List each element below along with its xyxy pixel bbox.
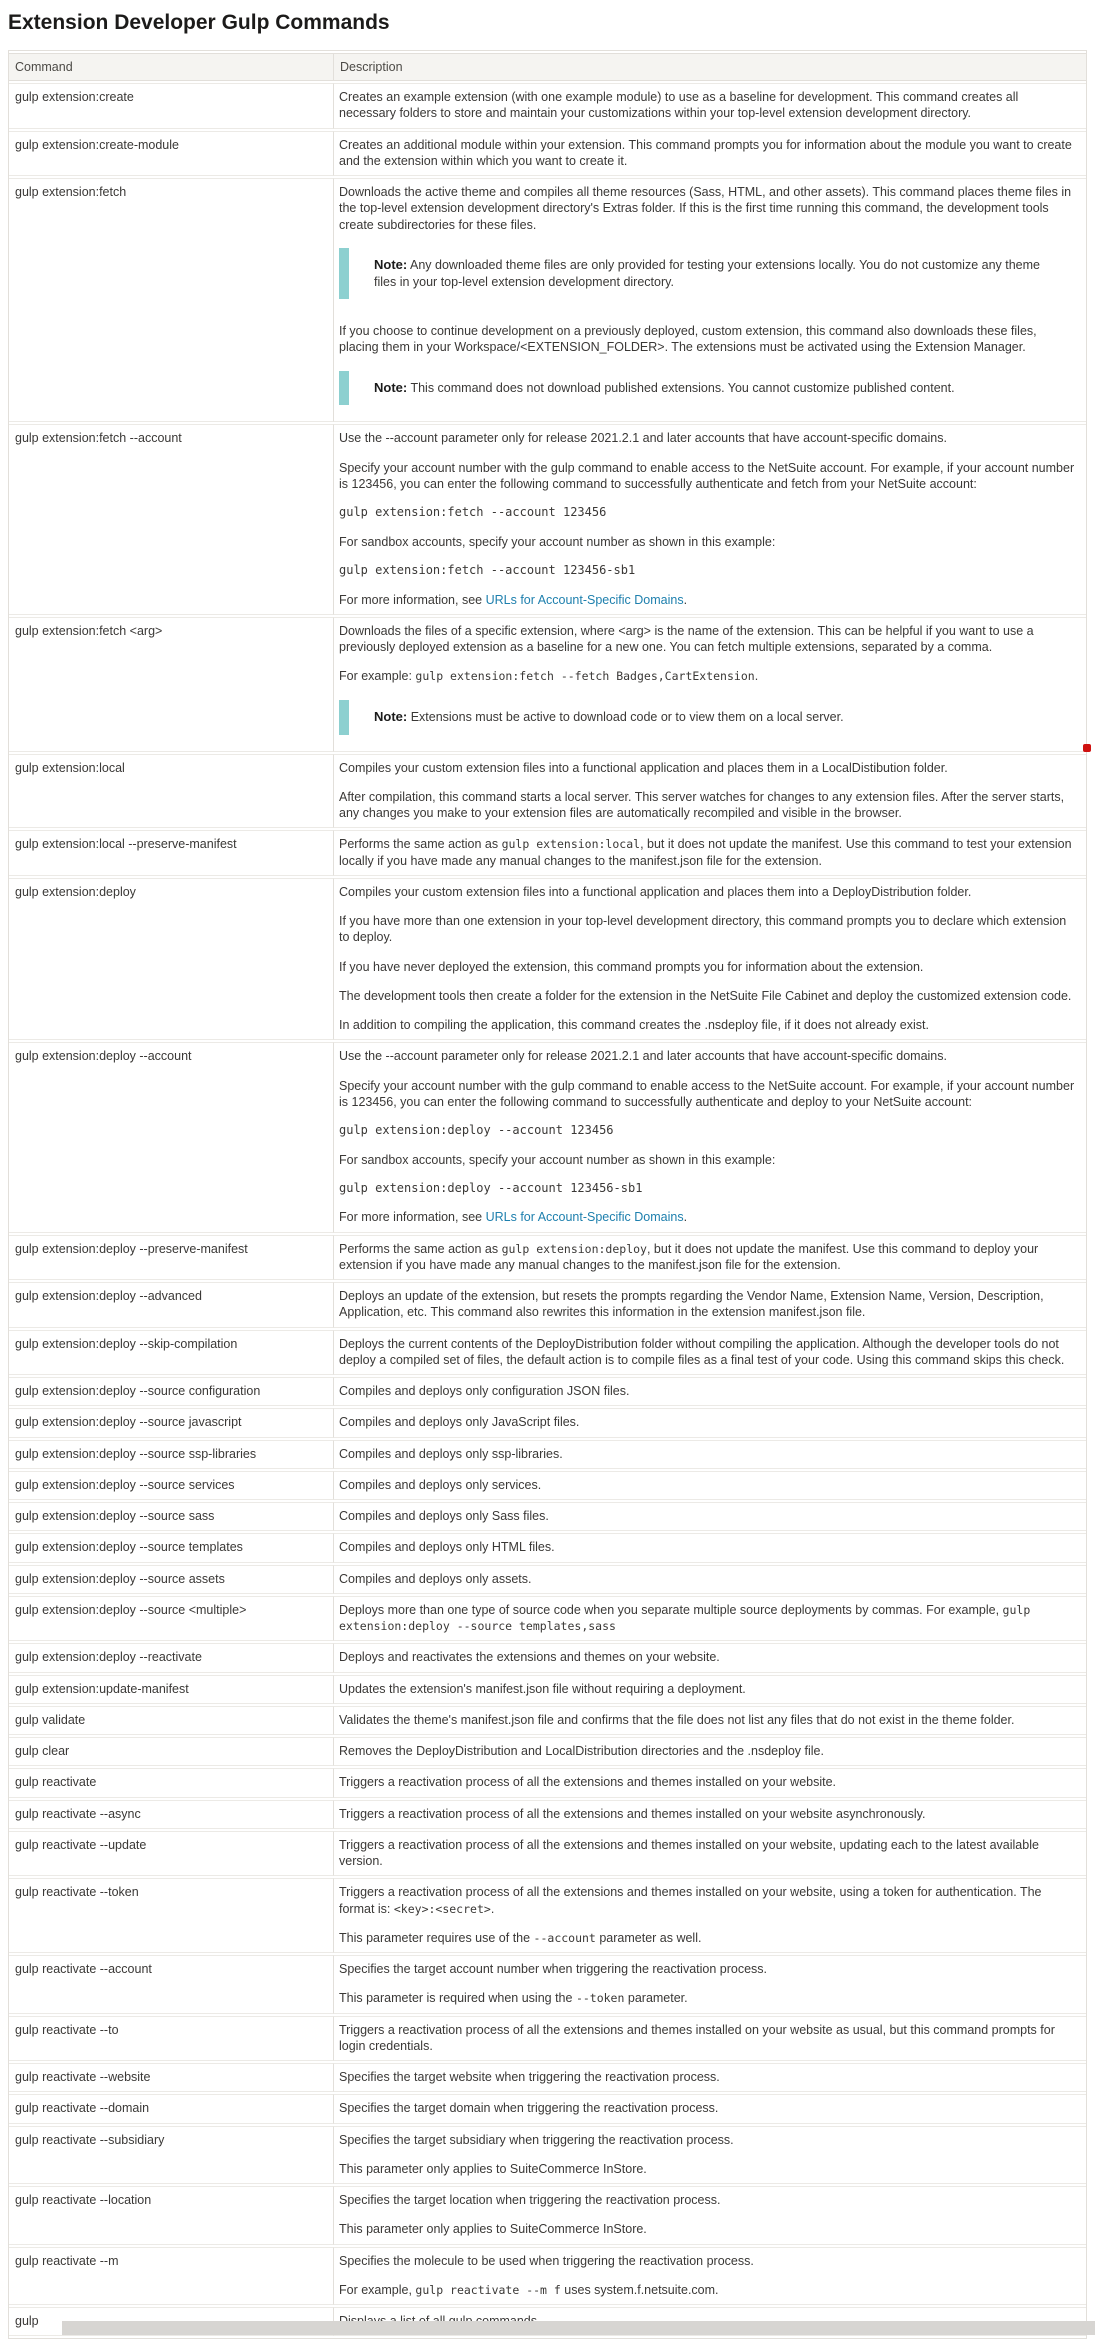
command-cell: gulp reactivate --website bbox=[9, 2063, 334, 2092]
command-cell: gulp reactivate --token bbox=[9, 1878, 334, 1953]
inline-code: <key>:<secret> bbox=[393, 1901, 491, 1916]
command-cell: gulp extension:deploy --preserve-manifest bbox=[9, 1235, 334, 1281]
table-row bbox=[9, 1675, 1086, 1704]
table-row bbox=[9, 1643, 1086, 1672]
note-content bbox=[349, 371, 969, 406]
description-cell bbox=[334, 754, 1086, 829]
table-row bbox=[9, 1471, 1086, 1500]
description-paragraph bbox=[339, 1288, 1078, 1321]
text-run: parameter as well. bbox=[595, 1930, 702, 1945]
command-cell: gulp extension:deploy --source templates bbox=[9, 1533, 334, 1562]
text-run: If you have more than one extension in your top-level development directory, this command prompts you to declare which extension to deploy. bbox=[339, 914, 1067, 945]
command-cell: gulp extension:deploy --skip-compilation bbox=[9, 1330, 334, 1376]
code-line: gulp extension:fetch --account 123456 bbox=[339, 505, 607, 520]
command-cell: gulp extension:fetch bbox=[9, 178, 334, 422]
text-run: For more information, see bbox=[339, 592, 486, 607]
description-cell bbox=[334, 1878, 1086, 1953]
description-paragraph bbox=[339, 2022, 1078, 2055]
text-run: This parameter only applies to SuiteCommerce InStore. bbox=[339, 2161, 647, 2176]
description-paragraph bbox=[339, 760, 1078, 776]
page-title: Extension Developer Gulp Commands bbox=[8, 11, 390, 34]
inline-code: gulp extension:deploy --source templates,sass bbox=[339, 1602, 1031, 1634]
text-run: Specifies the target account number when triggering the reactivation process. bbox=[339, 1962, 768, 1977]
description-cell bbox=[334, 1565, 1086, 1594]
description-paragraph bbox=[339, 1884, 1078, 1917]
text-run: . bbox=[683, 1210, 688, 1225]
table-row bbox=[9, 1878, 1086, 1953]
description-paragraph bbox=[339, 959, 1078, 975]
description-paragraph bbox=[339, 2132, 1078, 2148]
partial-bottom-bar bbox=[62, 2321, 1095, 2335]
description-paragraph bbox=[339, 913, 1078, 946]
text-run: After compilation, this command starts a local server. This server watches for changes to any extension files. After the server starts, any changes you make to your extension files are automatically recompiled and visible in the browser. bbox=[339, 789, 1065, 821]
text-run: Compiles and deploys only assets. bbox=[339, 1571, 532, 1586]
description-paragraph bbox=[339, 1241, 1078, 1274]
text-run: Deploys the current contents of the DeployDistribution folder without compiling the application. Although the developer tools do not deploy a compiled set of files, the default action is to compile files as a final test of your code. Using this command skips this check. bbox=[339, 1336, 1065, 1367]
code-line: gulp extension:deploy --account 123456-sb1 bbox=[339, 1180, 643, 1195]
description-cell bbox=[334, 617, 1086, 752]
command-cell: gulp extension:local --preserve-manifest bbox=[9, 830, 334, 876]
table-header-row bbox=[9, 53, 1086, 81]
description-cell bbox=[334, 1377, 1086, 1406]
description-cell bbox=[334, 2063, 1086, 2092]
text-run: Creates an example extension (with one example module) to use as a baseline for development. This command creates all necessary folders to store and maintain your customizations within your top-level extension development directory. bbox=[339, 90, 1019, 121]
table-row bbox=[9, 1596, 1086, 1642]
table-row bbox=[9, 1955, 1086, 2014]
text-run: For example, bbox=[339, 2282, 416, 2297]
description-paragraph bbox=[339, 1774, 1078, 1790]
description-cell bbox=[334, 1800, 1086, 1829]
text-run: Specifies the target domain when triggering the reactivation process. bbox=[339, 2101, 719, 2116]
description-paragraph bbox=[339, 1383, 1078, 1399]
description-cell bbox=[334, 1502, 1086, 1531]
text-run: For example: bbox=[339, 669, 416, 684]
description-cell bbox=[334, 131, 1086, 177]
table-row bbox=[9, 754, 1086, 829]
description-cell bbox=[334, 1768, 1086, 1797]
text-run: For more information, see bbox=[339, 1210, 486, 1225]
description-paragraph bbox=[339, 460, 1078, 493]
gulp-commands-table bbox=[8, 50, 1087, 2339]
column-header-command: Command bbox=[9, 53, 334, 81]
table-row bbox=[9, 617, 1086, 752]
text-run: Compiles and deploys only services. bbox=[339, 1477, 542, 1492]
description-paragraph bbox=[339, 1649, 1078, 1665]
description-paragraph bbox=[339, 1961, 1078, 1977]
description-cell bbox=[334, 178, 1086, 422]
description-cell bbox=[334, 1440, 1086, 1469]
description-paragraph bbox=[339, 1508, 1078, 1524]
text-run: This command does not download published extensions. You cannot customize published content. bbox=[407, 380, 955, 395]
description-paragraph bbox=[339, 1712, 1078, 1728]
text-run: This parameter is required when using the bbox=[339, 1991, 576, 2006]
command-cell: gulp reactivate --location bbox=[9, 2186, 334, 2245]
text-run: Compiles and deploys only configuration JSON files. bbox=[339, 1384, 630, 1399]
command-cell: gulp extension:deploy --source javascript bbox=[9, 1408, 334, 1437]
description-paragraph bbox=[339, 1602, 1078, 1635]
table-row bbox=[9, 1440, 1086, 1469]
table-row bbox=[9, 1737, 1086, 1766]
text-run: Removes the DeployDistribution and LocalDistribution directories and the .nsdeploy file. bbox=[339, 1744, 824, 1759]
description-paragraph bbox=[339, 884, 1078, 900]
text-run: Deploys more than one type of source code when you separate multiple source deployments by commas. For example, bbox=[339, 1602, 1003, 1617]
description-paragraph bbox=[339, 2253, 1078, 2269]
note-content bbox=[349, 248, 1078, 299]
text-run: If you have never deployed the extension, this command prompts you for information about the extension. bbox=[339, 959, 924, 974]
table-row bbox=[9, 2063, 1086, 2092]
command-cell: gulp bbox=[9, 2307, 334, 2336]
description-paragraph bbox=[339, 836, 1078, 869]
code-line: gulp extension:deploy --account 123456 bbox=[339, 1123, 614, 1138]
text-run: Specifies the target location when triggering the reactivation process. bbox=[339, 2193, 721, 2208]
command-cell: gulp reactivate --update bbox=[9, 1831, 334, 1877]
text-run: This parameter only applies to SuiteCommerce InStore. bbox=[339, 2222, 647, 2237]
text-run: Compiles and deploys only JavaScript files. bbox=[339, 1415, 580, 1430]
description-paragraph bbox=[339, 1743, 1078, 1759]
text-run: Deploys and reactivates the extensions and themes on your website. bbox=[339, 1650, 720, 1665]
table-row bbox=[9, 1377, 1086, 1406]
note-label: Note: bbox=[374, 379, 408, 395]
description-paragraph bbox=[339, 1078, 1078, 1111]
description-cell bbox=[334, 1235, 1086, 1281]
description-paragraph bbox=[339, 2221, 1078, 2237]
doc-link[interactable]: URLs for Account-Specific Domains bbox=[485, 1210, 684, 1225]
note-bar-icon bbox=[339, 248, 349, 299]
text-run: In addition to compiling the application, this command creates the .nsdeploy file, if it does not already exist. bbox=[339, 1018, 929, 1033]
note-callout bbox=[339, 248, 1078, 299]
description-paragraph bbox=[339, 1681, 1078, 1697]
description-paragraph bbox=[339, 534, 1078, 550]
text-run: Any downloaded theme files are only provided for testing your extensions locally. You do not customize any theme files in your top-level extension development directory. bbox=[374, 257, 1041, 289]
description-paragraph bbox=[339, 1446, 1078, 1462]
description-paragraph bbox=[339, 623, 1078, 656]
description-paragraph bbox=[339, 1990, 1078, 2006]
description-cell bbox=[334, 1955, 1086, 2014]
description-paragraph bbox=[339, 323, 1078, 356]
command-cell: gulp extension:deploy --account bbox=[9, 1042, 334, 1232]
command-cell: gulp extension:deploy --source <multiple> bbox=[9, 1596, 334, 1642]
text-run: . bbox=[754, 669, 759, 684]
text-run: Specify your account number with the gulp command to enable access to the NetSuite account. For example, if your account number is 123456, you can enter the following command to successfully authenticate and deploy to your NetSuite account: bbox=[339, 1078, 1075, 1109]
description-paragraph bbox=[339, 988, 1078, 1004]
table-row bbox=[9, 131, 1086, 177]
command-cell: gulp reactivate --domain bbox=[9, 2094, 334, 2123]
description-cell bbox=[334, 2247, 1086, 2306]
inline-code: --token bbox=[575, 1991, 625, 2006]
inline-code: gulp extension:deploy bbox=[501, 1241, 647, 1256]
description-paragraph bbox=[339, 184, 1078, 233]
text-run: Compiles your custom extension files into a functional application and places them into a DeployDistribution folder. bbox=[339, 884, 972, 899]
text-run: Performs the same action as bbox=[339, 1241, 502, 1256]
description-cell bbox=[334, 1408, 1086, 1437]
description-paragraph bbox=[339, 1837, 1078, 1870]
command-cell: gulp reactivate --to bbox=[9, 2016, 334, 2062]
description-paragraph bbox=[339, 668, 1078, 684]
command-cell: gulp extension:fetch --account bbox=[9, 424, 334, 614]
command-cell: gulp extension:create-module bbox=[9, 131, 334, 177]
text-run: Validates the theme's manifest.json file and confirms that the file does not list any files that do not exist in the theme folder. bbox=[339, 1712, 1015, 1727]
command-cell: gulp extension:update-manifest bbox=[9, 1675, 334, 1704]
note-callout bbox=[339, 371, 1078, 406]
description-cell bbox=[334, 1282, 1086, 1328]
text-run: Specifies the target website when triggering the reactivation process. bbox=[339, 2070, 720, 2085]
text-run: Extensions must be active to download code or to view them on a local server. bbox=[407, 709, 844, 724]
description-cell bbox=[334, 1737, 1086, 1766]
command-cell: gulp reactivate bbox=[9, 1768, 334, 1797]
description-cell bbox=[334, 1831, 1086, 1877]
description-cell bbox=[334, 830, 1086, 876]
description-cell bbox=[334, 1471, 1086, 1500]
doc-link[interactable]: URLs for Account-Specific Domains bbox=[485, 592, 684, 607]
text-run: uses system.f.netsuite.com. bbox=[560, 2282, 719, 2297]
text-run: Downloads the active theme and compiles all theme resources (Sass, HTML, and other assets). This command places theme files in the top-level extension development directory's Extras folder. If this is the first time running this command, the development tools create subdirectories for these files. bbox=[339, 185, 1072, 232]
text-run: Triggers a reactivation process of all the extensions and themes installed on your website asynchronously. bbox=[339, 1806, 926, 1821]
description-cell bbox=[334, 878, 1086, 1041]
description-cell bbox=[334, 2094, 1086, 2123]
description-paragraph bbox=[339, 2100, 1078, 2116]
inline-code: gulp extension:local bbox=[501, 837, 641, 852]
description-paragraph bbox=[339, 1806, 1078, 1822]
description-cell bbox=[334, 2016, 1086, 2062]
text-run: Compiles and deploys only ssp-libraries. bbox=[339, 1446, 563, 1461]
text-run: Compiles and deploys only HTML files. bbox=[339, 1540, 555, 1555]
description-paragraph bbox=[339, 1930, 1078, 1946]
text-run: This parameter requires use of the bbox=[339, 1930, 534, 1945]
note-bar-icon bbox=[339, 371, 349, 406]
red-dot-marker bbox=[1083, 744, 1091, 752]
description-cell bbox=[334, 1042, 1086, 1232]
description-cell bbox=[334, 1330, 1086, 1376]
description-paragraph bbox=[339, 1152, 1078, 1168]
text-run: If you choose to continue development on a previously deployed, custom extension, this command also downloads these files, placing them in your Workspace/<EXTENSION_FOLDER>. The extensions must be activated using the Extension Manager. bbox=[339, 324, 1037, 355]
command-cell: gulp extension:deploy --source sass bbox=[9, 1502, 334, 1531]
table-row bbox=[9, 830, 1086, 876]
description-paragraph bbox=[339, 2069, 1078, 2085]
command-cell: gulp extension:deploy --source ssp-libraries bbox=[9, 1440, 334, 1469]
command-cell: gulp extension:local bbox=[9, 754, 334, 829]
table-row bbox=[9, 1706, 1086, 1735]
table-row bbox=[9, 2247, 1086, 2306]
text-run: Deploys an update of the extension, but resets the prompts regarding the Vendor Name, Extension Name, Version, Description, Application, etc. This command also rewrites this information in the extension manifest.json file. bbox=[339, 1289, 1044, 1320]
text-run: Compiles your custom extension files into a functional application and places them in a LocalDistibution folder. bbox=[339, 760, 948, 775]
command-cell: gulp extension:fetch <arg> bbox=[9, 617, 334, 752]
table-row bbox=[9, 2186, 1086, 2245]
command-cell: gulp reactivate --async bbox=[9, 1800, 334, 1829]
table-row bbox=[9, 1533, 1086, 1562]
note-label: Note: bbox=[374, 708, 408, 724]
description-cell bbox=[334, 1596, 1086, 1642]
description-paragraph bbox=[339, 137, 1078, 170]
table-row bbox=[9, 1042, 1086, 1232]
description-paragraph bbox=[339, 1048, 1078, 1064]
table-row bbox=[9, 2094, 1086, 2123]
table-row bbox=[9, 2126, 1086, 2185]
command-cell: gulp reactivate --m bbox=[9, 2247, 334, 2306]
command-cell: gulp extension:create bbox=[9, 83, 334, 129]
table-row bbox=[9, 1768, 1086, 1797]
text-run: Compiles and deploys only Sass files. bbox=[339, 1509, 549, 1524]
command-cell: gulp extension:deploy --source services bbox=[9, 1471, 334, 1500]
text-run: Updates the extension's manifest.json file without requiring a deployment. bbox=[339, 1681, 746, 1696]
text-run: Triggers a reactivation process of all the extensions and themes installed on your website as usual, but this command prompts for login credentials. bbox=[339, 2022, 1055, 2053]
description-paragraph bbox=[339, 1571, 1078, 1587]
text-run: . bbox=[683, 592, 688, 607]
note-label: Note: bbox=[374, 256, 408, 272]
text-run: The development tools then create a folder for the extension in the NetSuite File Cabinet and deploy the customized extension code. bbox=[339, 988, 1072, 1003]
description-paragraph bbox=[339, 1336, 1078, 1369]
description-paragraph bbox=[339, 789, 1078, 822]
description-paragraph bbox=[339, 89, 1078, 122]
description-paragraph bbox=[339, 1209, 1078, 1225]
text-run: Use the --account parameter only for release 2021.2.1 and later accounts that have account-specific domains. bbox=[339, 431, 947, 446]
table-body bbox=[9, 83, 1086, 2336]
description-paragraph bbox=[339, 592, 1078, 608]
table-row bbox=[9, 83, 1086, 129]
inline-code: gulp extension:fetch --fetch Badges,CartExtension bbox=[415, 669, 755, 684]
table-row bbox=[9, 178, 1086, 422]
description-paragraph bbox=[339, 2282, 1078, 2298]
text-run: Specify your account number with the gulp command to enable access to the NetSuite account. For example, if your account number is 123456, you can enter the following command to successfully authenticate and fetch from your NetSuite account: bbox=[339, 460, 1075, 491]
text-run: Triggers a reactivation process of all the extensions and themes installed on your website, using a token for authentication. The format is: bbox=[339, 1885, 1042, 1916]
table-row bbox=[9, 1408, 1086, 1437]
table-row bbox=[9, 1282, 1086, 1328]
column-header-description: Description bbox=[334, 53, 1086, 81]
description-paragraph bbox=[339, 430, 1078, 446]
text-run: Creates an additional module within your extension. This command prompts you for information about the module you want to create and the extension within which you want to create it. bbox=[339, 137, 1072, 168]
text-run: Triggers a reactivation process of all the extensions and themes installed on your website, updating each to the latest available version. bbox=[339, 1837, 1039, 1869]
command-cell: gulp extension:deploy bbox=[9, 878, 334, 1041]
description-paragraph bbox=[339, 1017, 1078, 1033]
command-cell: gulp extension:deploy --source assets bbox=[9, 1565, 334, 1594]
text-run: Performs the same action as bbox=[339, 837, 502, 852]
description-paragraph bbox=[339, 1477, 1078, 1493]
table-row bbox=[9, 1235, 1086, 1281]
inline-code: --account bbox=[533, 1930, 596, 1945]
inline-code: gulp reactivate --m f bbox=[415, 2282, 561, 2297]
text-run: Downloads the files of a specific extension, where <arg> is the name of the extension. This can be helpful if you want to use a previously deployed extension as a baseline for a new one. You can fetch multiple extensions, separated by a comma. bbox=[339, 623, 1034, 655]
command-cell: gulp reactivate --subsidiary bbox=[9, 2126, 334, 2185]
command-cell: gulp clear bbox=[9, 1737, 334, 1766]
description-cell bbox=[334, 424, 1086, 614]
text-run: For sandbox accounts, specify your account number as shown in this example: bbox=[339, 534, 776, 549]
command-cell: gulp extension:deploy --reactivate bbox=[9, 1643, 334, 1672]
code-line: gulp extension:fetch --account 123456-sb1 bbox=[339, 563, 636, 578]
description-cell bbox=[334, 2186, 1086, 2245]
note-content bbox=[349, 700, 858, 735]
description-cell bbox=[334, 1706, 1086, 1735]
note-bar-icon bbox=[339, 700, 349, 735]
description-cell bbox=[334, 1675, 1086, 1704]
table-row bbox=[9, 1565, 1086, 1594]
text-run: Triggers a reactivation process of all the extensions and themes installed on your website. bbox=[339, 1775, 837, 1790]
text-run: , but it does not update the manifest. Use this command to deploy your extension if you have made any manual changes to the manifest.json file for the extension. bbox=[339, 1241, 1039, 1272]
description-cell bbox=[334, 1533, 1086, 1562]
text-run: Specifies the target subsidiary when triggering the reactivation process. bbox=[339, 2132, 734, 2147]
table-row bbox=[9, 2016, 1086, 2062]
text-run: For sandbox accounts, specify your account number as shown in this example: bbox=[339, 1152, 776, 1167]
description-paragraph bbox=[339, 1414, 1078, 1430]
table-row bbox=[9, 1831, 1086, 1877]
text-run: , but it does not update the manifest. Use this command to test your extension locally if you have made any manual changes to the manifest.json file for the extension. bbox=[339, 837, 1072, 868]
table-row bbox=[9, 1502, 1086, 1531]
note-callout bbox=[339, 700, 1078, 735]
description-paragraph bbox=[339, 1539, 1078, 1555]
text-run: Use the --account parameter only for release 2021.2.1 and later accounts that have account-specific domains. bbox=[339, 1049, 947, 1064]
table-row bbox=[9, 1330, 1086, 1376]
description-cell bbox=[334, 1643, 1086, 1672]
description-paragraph bbox=[339, 2161, 1078, 2177]
description-paragraph bbox=[339, 2192, 1078, 2208]
description-cell bbox=[334, 2126, 1086, 2185]
command-cell: gulp reactivate --account bbox=[9, 1955, 334, 2014]
text-run: Specifies the molecule to be used when triggering the reactivation process. bbox=[339, 2253, 754, 2268]
table-row bbox=[9, 1800, 1086, 1829]
command-cell: gulp validate bbox=[9, 1706, 334, 1735]
description-cell bbox=[334, 83, 1086, 129]
command-cell: gulp extension:deploy --advanced bbox=[9, 1282, 334, 1328]
table-row bbox=[9, 424, 1086, 614]
text-run: parameter. bbox=[624, 1991, 688, 2006]
text-run: . bbox=[490, 1901, 495, 1916]
table-row bbox=[9, 878, 1086, 1041]
command-cell: gulp extension:deploy --source configuration bbox=[9, 1377, 334, 1406]
